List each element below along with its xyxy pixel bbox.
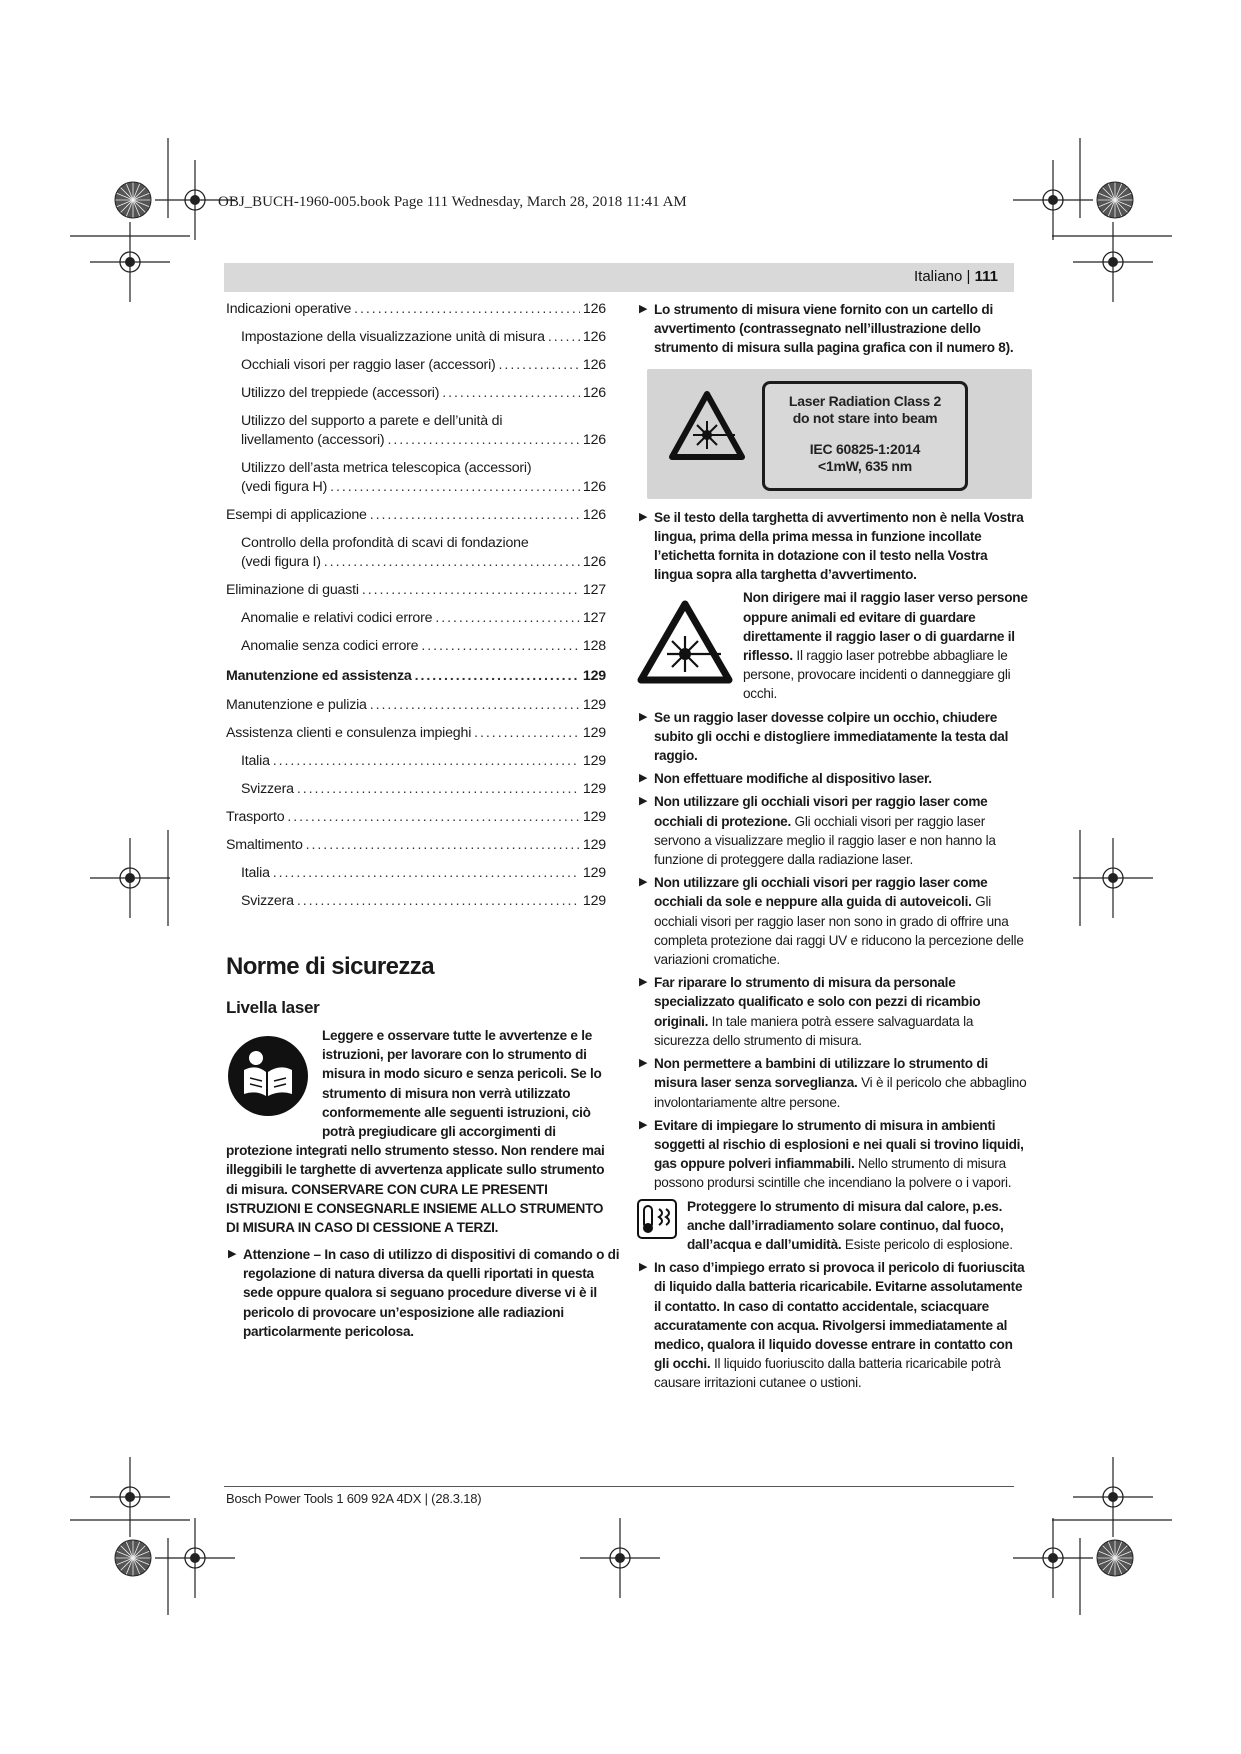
toc-entry (226, 724, 606, 743)
toc-leader-dots (330, 478, 580, 497)
toc-entry-label-line1: Utilizzo del supporto a parete e dell’unità di (241, 413, 503, 429)
list-item (637, 508, 1029, 585)
attention-text: Attenzione – In caso di utilizzo di dispositivi di comando o di regolazione di natura diversa da quelli riportati in questa sede oppure qualora si seguano procedure diverse vi è il pericolo di provocare un’esposizione alle radiazioni particolarmente pericolosa. (243, 1247, 620, 1339)
toc-entry-label: Italia (241, 753, 270, 769)
bullet-arrow-icon: ▶ (639, 795, 648, 808)
subsection-title: Livella laser (226, 998, 320, 1017)
heat-protection-icon (637, 1199, 677, 1239)
toc-leader-dots (354, 300, 580, 319)
header-language: Italiano (914, 268, 963, 285)
list-item-text: Se il testo della targhetta di avvertimento non è nella Vostra lingua, prima della prima messa in funzione incollate l’etichetta fornita in dotazione con il testo nella Vostra lingua sopra alla targhetta d’avvertimento. (654, 509, 1024, 583)
list-item-bold: Far riparare lo strumento di misura da personale specializzato qualificato e solo con pezzi di ricambio originali. (654, 975, 981, 1029)
toc-entry-label: Utilizzo del treppiede (accessori) (241, 385, 440, 401)
toc-entry-page: 129 (582, 753, 606, 769)
safety-intro (226, 1026, 606, 1237)
toc-leader-dots (297, 780, 580, 799)
toc-entry (226, 581, 606, 600)
list-item (637, 1054, 1029, 1112)
list-item (637, 973, 1029, 1050)
laser-class-label (762, 381, 968, 491)
toc-entry (226, 637, 606, 656)
toc-entry-page: 129 (582, 781, 606, 797)
bullet-arrow-icon: ▶ (228, 1248, 237, 1260)
label-line-2: do not stare into beam (792, 409, 938, 426)
toc-entry-label-line1: Utilizzo dell’asta metrica telescopica (accessori) (241, 460, 532, 476)
list-item-text: Gli occhiali visori per raggio laser non sono in grado di offrire una completa protezione dai raggi UV e riducono la percezione delle variazioni cromatiche. (654, 894, 1024, 968)
toc-entry (226, 609, 606, 628)
toc-entry (226, 864, 606, 883)
toc-entry-label: livellamento (accessori) (241, 432, 385, 448)
list-item-text: In tale maniera potrà essere salvaguardata la sicurezza dello strumento di misura. (654, 1013, 974, 1048)
toc-entry-label: Anomalie senza codici errore (241, 638, 419, 654)
bullet-arrow-icon: ▶ (639, 876, 648, 889)
bullet-arrow-icon: ▶ (639, 1118, 648, 1131)
toc-entry-page: 126 (582, 385, 606, 401)
toc-entry-label: Svizzera (241, 893, 294, 909)
bullet-arrow-icon: ▶ (639, 976, 648, 989)
toc-entry-page: 126 (582, 479, 606, 495)
bullet-arrow-icon: ▶ (639, 710, 648, 723)
toc-entry-page: 128 (582, 638, 606, 654)
list-item-text: Nello strumento di misura possono prodursi scintille che incendiano la polvere o i vapori. (654, 1156, 1012, 1191)
list-item (637, 792, 1029, 869)
toc-leader-dots (548, 328, 580, 347)
table-of-contents (226, 300, 606, 920)
toc-entry-label: (vedi figura I) (241, 554, 321, 570)
toc-entry-page: 126 (582, 554, 606, 570)
toc-entry-page: 129 (582, 893, 606, 909)
toc-entry (226, 752, 606, 771)
right-column (637, 300, 1029, 1397)
toc-leader-dots (370, 696, 580, 715)
toc-entry-label: Manutenzione ed assistenza (226, 668, 412, 684)
toc-leader-dots (442, 384, 580, 403)
toc-entry (226, 667, 606, 686)
toc-leader-dots (306, 836, 580, 855)
list-item (637, 769, 1029, 788)
toc-entry (226, 356, 606, 375)
toc-leader-dots (387, 431, 579, 450)
list-item (637, 1116, 1029, 1193)
section-title: Norme di sicurezza (226, 953, 434, 980)
toc-leader-dots (273, 752, 580, 771)
laser-warning-icon (669, 391, 745, 461)
toc-entry-page: 126 (582, 301, 606, 317)
heat-warning-bold: Proteggere lo strumento di misura dal calore, p.es. anche dall’irradiamento solare continuo, dal fuoco, dall’acqua e dall’umidità. (687, 1198, 1004, 1252)
toc-entry-page: 129 (582, 865, 606, 881)
label-line-4: <1mW, 635 nm (818, 457, 912, 474)
page-header-bar (224, 263, 1014, 292)
list-item (637, 873, 1029, 969)
page-number: 111 (974, 268, 998, 285)
toc-leader-dots (435, 609, 580, 628)
toc-entry-page: 129 (582, 725, 606, 741)
toc-entry-label: Trasporto (226, 809, 285, 825)
toc-entry-label: Occhiali visori per raggio laser (accessori) (241, 357, 496, 373)
toc-leader-dots (287, 808, 580, 827)
bullet-arrow-icon: ▶ (639, 1057, 648, 1070)
list-item-text: Vi è il pericolo che abbaglino involontariamente altre persone. (654, 1075, 1027, 1110)
toc-leader-dots (370, 506, 580, 525)
laser-warning-text: Il raggio laser potrebbe abbagliare le persone, provocare incidenti o danneggiare gli occhi. (743, 648, 1011, 702)
toc-entry-label: Indicazioni operative (226, 301, 352, 317)
toc-leader-dots (297, 892, 580, 911)
list-item-bold: Non utilizzare gli occhiali visori per raggio laser come occhiali di protezione. (654, 794, 988, 829)
toc-leader-dots (324, 553, 580, 572)
toc-entry-page: 127 (582, 582, 606, 598)
list-item (637, 708, 1029, 766)
toc-entry-label: Anomalie e relativi codici errore (241, 610, 433, 626)
heat-warning-item (637, 1197, 1029, 1255)
toc-entry-page: 126 (582, 432, 606, 448)
attention-note (226, 1245, 623, 1341)
toc-entry-page: 126 (582, 357, 606, 373)
list-item-bold: Non permettere a bambini di utilizzare lo strumento di misura laser senza sorveglianza. (654, 1056, 988, 1091)
list-item (637, 1258, 1029, 1392)
list-item-bold: In caso d’impiego errato si provoca il pericolo di fuoriuscita di liquido dalla batteria ricaricabile. Evitarne assolutamente il contatto. In caso di contatto accidentale, sciacquare accuratamente con acqua. Rivolgersi immediatamente al medico, qualora il liquido dovesse entrare in contatto con gli occhi. (654, 1260, 1025, 1372)
bullet-arrow-icon: ▶ (639, 1261, 648, 1274)
list-item-bold: Non utilizzare gli occhiali visori per raggio laser come occhiali da sole e neppure alla guida di autoveicoli. (654, 875, 988, 910)
toc-entry (226, 696, 606, 715)
toc-entry (226, 459, 606, 497)
toc-entry-label: Smaltimento (226, 837, 303, 853)
toc-leader-dots (415, 667, 580, 686)
toc-entry (226, 384, 606, 403)
toc-entry-label: Svizzera (241, 781, 294, 797)
toc-entry-label: Impostazione della visualizzazione unità di misura (241, 329, 545, 345)
list-item-text: Gli occhiali visori per raggio laser servono a visualizzare meglio il raggio laser e non hanno la funzione di proteggere dalla radiazione laser. (654, 813, 996, 868)
warning-label-image (647, 369, 1032, 499)
page-header (914, 268, 998, 285)
list-item (637, 300, 1029, 358)
book-file-info: OBJ_BUCH-1960-005.book Page 111 Wednesday, March 28, 2018 11:41 AM (218, 194, 687, 210)
toc-leader-dots (421, 637, 580, 656)
list-item-text: Il liquido fuoriuscito dalla batteria ricaricabile potrà causare irritazioni cutanee o ustioni. (654, 1356, 1001, 1391)
laser-warning-item (637, 588, 1029, 703)
list-item-text: Non effettuare modifiche al dispositivo laser. (654, 771, 932, 787)
heat-warning-text: Esiste pericolo di esplosione. (841, 1236, 1013, 1252)
toc-entry-label: Assistenza clienti e consulenza impieghi (226, 725, 472, 741)
toc-entry-page: 129 (582, 809, 606, 825)
toc-entry (226, 300, 606, 319)
toc-entry-page: 126 (582, 507, 606, 523)
read-manual-icon (226, 1034, 316, 1134)
toc-entry (226, 808, 606, 827)
toc-entry-page: 127 (582, 610, 606, 626)
toc-leader-dots (362, 581, 580, 600)
laser-hazard-icon (637, 600, 733, 684)
toc-entry-label: Esempi di applicazione (226, 507, 367, 523)
toc-entry (226, 412, 606, 450)
toc-entry-label: Italia (241, 865, 270, 881)
toc-entry (226, 534, 606, 572)
toc-leader-dots (499, 356, 580, 375)
bullet-arrow-icon: ▶ (639, 510, 648, 523)
header-separator: | (966, 268, 971, 285)
laser-warning-bold: Non dirigere mai il raggio laser verso persone oppure animali ed evitare di guardare direttamente il raggio laser o di guardarne il riflesso. (743, 590, 1028, 664)
toc-leader-dots (273, 864, 580, 883)
label-line-3: IEC 60825-1:2014 (809, 440, 921, 457)
toc-entry-page: 129 (582, 697, 606, 713)
toc-entry (226, 328, 606, 347)
toc-entry (226, 506, 606, 525)
toc-entry-page: 129 (582, 837, 606, 853)
bullet-arrow-icon: ▶ (639, 772, 648, 785)
page-footer: Bosch Power Tools 1 609 92A 4DX | (28.3.18) (226, 1491, 482, 1506)
toc-entry-label: Manutenzione e pulizia (226, 697, 367, 713)
bullet-arrow-icon: ▶ (639, 303, 648, 315)
toc-entry-page: 129 (582, 668, 606, 684)
list-item-bold: Evitare di impiegare lo strumento di misura in ambienti soggetti al rischio di esplosioni e nei quali si trovino liquidi, gas oppure polveri infiammabili. (654, 1117, 1024, 1172)
toc-entry (226, 780, 606, 799)
toc-entry (226, 892, 606, 911)
toc-entry-label-line1: Controllo della profondità di scavi di fondazione (241, 535, 529, 551)
toc-entry-page: 126 (582, 329, 606, 345)
toc-leader-dots (474, 724, 580, 743)
list-item-text: Se un raggio laser dovesse colpire un occhio, chiudere subito gli occhi e distogliere immediatamente la testa dal raggio. (654, 709, 1009, 764)
safety-intro-text: Leggere e osservare tutte le avvertenze e le istruzioni, per lavorare con lo strumento di misura in modo sicuro e senza pericoli. Se lo strumento di misura non verrà utilizzato conformemente alle seguenti istruzioni, ciò potrà pregiudicare gli accorgimenti di protezione integrati nello strumento stesso. Non rendere mai illeggibili le targhette di avvertenza applicate sullo strumento di misura. CONSERVARE CON CURA LE PRESENTI ISTRUZIONI E CONSEGNARLE INSIEME ALLO STRUMENTO DI MISURA IN CASO DI CESSIONE A TERZI. (226, 1028, 605, 1236)
footer-divider (224, 1486, 1014, 1487)
toc-entry (226, 836, 606, 855)
toc-entry-label: Eliminazione di guasti (226, 582, 359, 598)
list-item-text: Lo strumento di misura viene fornito con un cartello di avvertimento (contrassegnato nell’illustrazione dello strumento di misura sulla pagina grafica con il numero 8). (654, 302, 1014, 356)
label-line-1: Laser Radiation Class 2 (788, 392, 942, 409)
toc-entry-label: (vedi figura H) (241, 479, 328, 495)
